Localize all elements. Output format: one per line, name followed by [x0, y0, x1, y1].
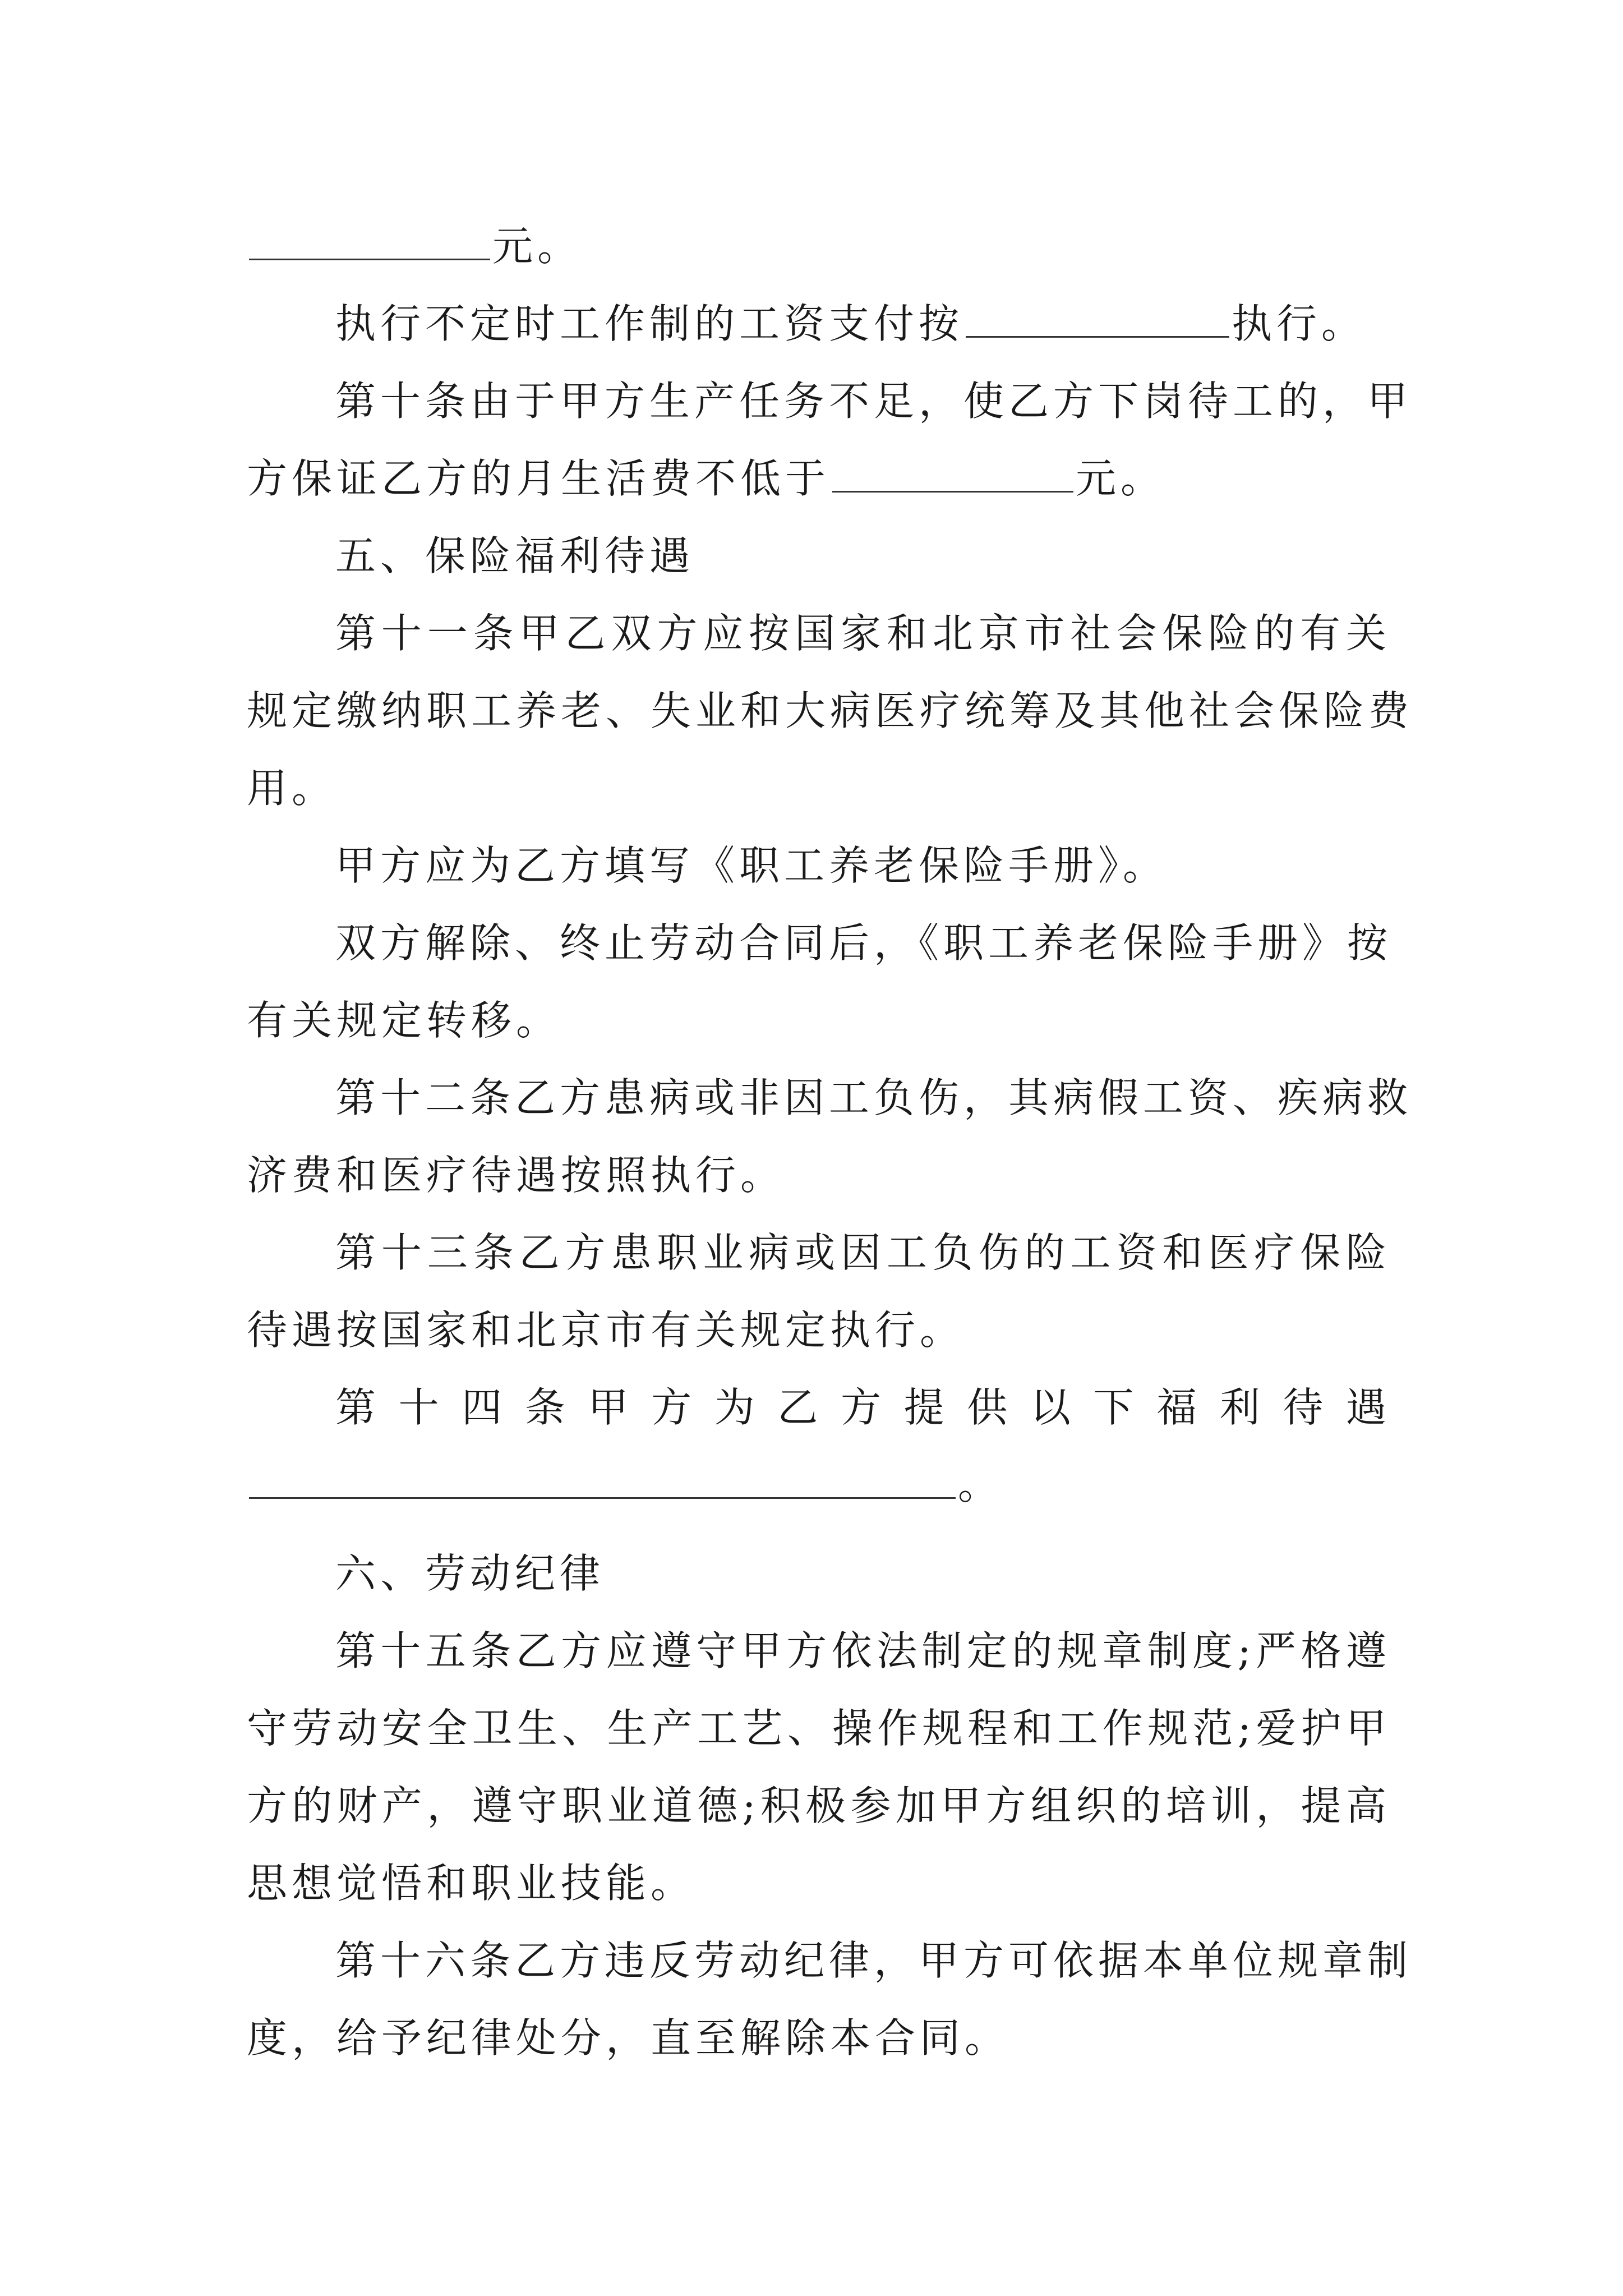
- text: 元。: [1076, 455, 1166, 502]
- line-article-15-cont-1: 守劳动安全卫生、生产工艺、操作规程和工作规范;爱护甲: [247, 1705, 1391, 1752]
- section-heading-insurance: 五、保险福利待遇: [335, 532, 695, 579]
- text: 。: [958, 1461, 1003, 1508]
- line-article-15: 第十五条乙方应遵守甲方依法制定的规章制度;严格遵: [335, 1627, 1391, 1674]
- line-article-15-end: 思想觉悟和职业技能。: [247, 1860, 696, 1907]
- line-article-13-end: 待遇按国家和北京市有关规定执行。: [247, 1306, 965, 1354]
- line-article-10-cont: [247, 440, 1391, 517]
- line-article-15-cont-2: 方的财产，遵守职业道德;积极参加甲方组织的培训，提高: [247, 1782, 1391, 1829]
- spacer: [247, 1524, 1391, 1535]
- text: 元。: [492, 223, 583, 270]
- line-article-14: 第 十 四 条 甲 方 为 乙 方 提 供 以 下 福 利 待 遇: [335, 1384, 1391, 1431]
- text: 执行不定时工作制的工资支付按: [335, 300, 964, 347]
- line-article-16-end: 度，给予纪律处分，直至解除本合同。: [247, 2014, 1010, 2062]
- line-irregular-hours-wage: [247, 285, 1391, 362]
- line-article-11-end: 用。: [247, 765, 337, 812]
- section-heading-discipline: 六、劳动纪律: [335, 1550, 605, 1597]
- text: 方保证乙方的月生活费不低于: [247, 455, 831, 502]
- line-article-12-end: 济费和医疗待遇按照执行。: [247, 1152, 786, 1199]
- line-article-13: 第十三条乙方患职业病或因工负伤的工资和医疗保险: [335, 1229, 1391, 1276]
- line-yuan-1: [247, 208, 1391, 285]
- line-article-12: 第十二条乙方患病或非因工负伤，其病假工资、疾病救: [335, 1074, 1413, 1121]
- line-article-11: 第十一条甲乙双方应按国家和北京市社会保险的有关: [335, 610, 1391, 657]
- line-handbook-transfer-end: 有关规定转移。: [247, 997, 561, 1044]
- line-article-14-blank: [247, 1446, 1391, 1524]
- line-article-10: 第十条由于甲方生产任务不足，使乙方下岗待工的，甲: [335, 378, 1413, 425]
- line-handbook-transfer: 双方解除、终止劳动合同后，《职工养老保险手册》按: [335, 919, 1393, 967]
- line-article-11-cont: 规定缴纳职工养老、失业和大病医疗统筹及其他社会保险费: [247, 687, 1414, 734]
- fill-blank[interactable]: [249, 209, 490, 260]
- text: 执行。: [1232, 300, 1367, 347]
- line-pension-handbook: 甲方应为乙方填写《职工养老保险手册》。: [335, 842, 1168, 889]
- fill-blank[interactable]: [249, 1448, 956, 1499]
- line-article-16: 第十六条乙方违反劳动纪律，甲方可依据本单位规章制: [335, 1937, 1413, 1984]
- fill-blank[interactable]: [966, 287, 1229, 338]
- fill-blank[interactable]: [832, 441, 1073, 493]
- document-body: [247, 208, 1414, 2077]
